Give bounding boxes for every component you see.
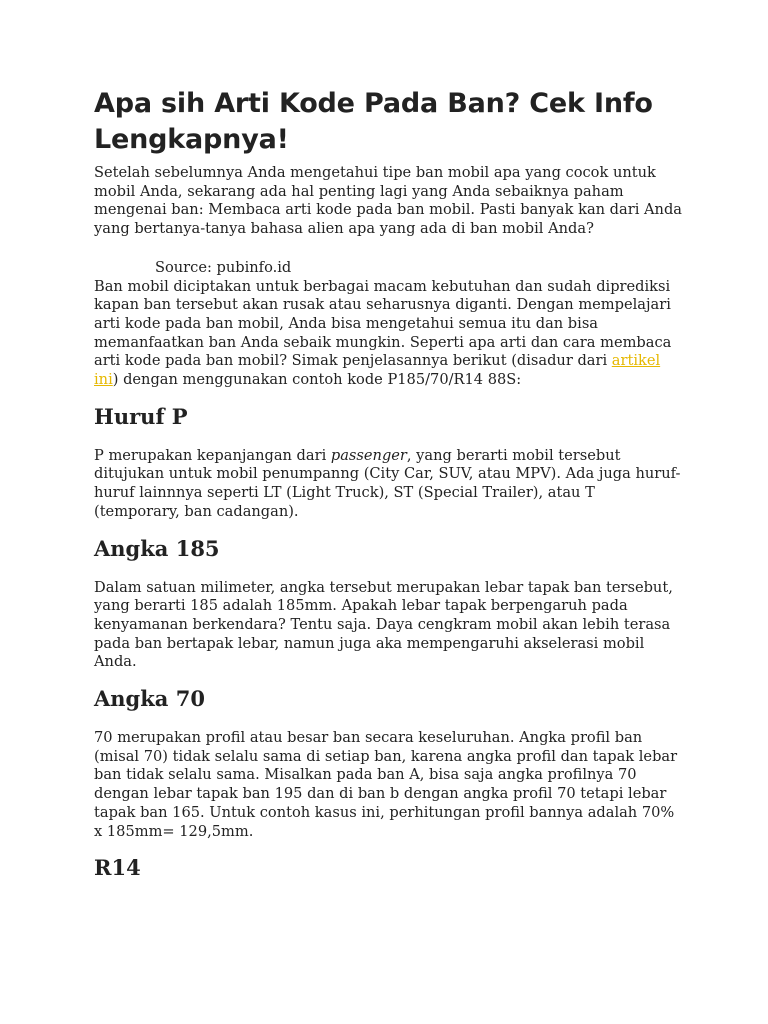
section-paragraph-angka-70: 70 merupakan profil atau besar ban secara keseluruhan. Angka profil ban (misal 70) tidak selalu sama di setiap ban, karena angka profil dan tapak lebar ban tidak selalu sama. Misalkan pada ban A, bisa saja angka profilnya 70 dengan lebar tapak ban 195 dan di ban b dengan angka profil 70 tetapi lebar tapak ban 165. Untuk contoh kasus ini, perhitungan profil bannya adalah 70% x 185mm= 129,5mm. [94,729,678,840]
image-source-caption: Source: pubinfo.id [155,258,292,276]
huruf-p-text-after: , yang berarti mobil tersebut ditujukan untuk mobil penumpanng (City Car, SUV, atau MPV). Ada juga huruf-huruf lainnnya seperti LT (Light Truck), ST (Special Trailer), atau T (temporary, ban cadangan). [94,446,681,520]
section-heading-angka-70: Angka 70 [94,686,205,712]
body-text-before-link: Ban mobil diciptakan untuk berbagai macam kebutuhan dan sudah diprediksi kapan ban tersebut akan rusak atau seharusnya diganti. Dengan mempelajari arti kode pada ban mobil, Anda bisa mengetahui semua itu dan bisa memanfaatkan ban Anda sebaik mungkin. Seperti apa arti dan cara membaca arti kode pada ban mobil? Simak penjelasannya berikut (disadur dari [94,277,672,370]
section-heading-r14: R14 [94,855,141,881]
intro-paragraph: Setelah sebelumnya Anda mengetahui tipe ban mobil apa yang cocok untuk mobil Anda, sekarang ada hal penting lagi yang Anda sebaiknya paham mengenai ban: Membaca arti kode pada ban mobil. Pasti banyak kan dari Anda yang bertanya-tanya bahasa alien apa yang ada di ban mobil Anda? [94,164,682,238]
body-text-after-link: ) dengan menggunakan contoh kode P185/70/R14 88S: [112,371,522,389]
body-paragraph [94,278,684,390]
section-heading-huruf-p: Huruf P [94,403,188,429]
article-link[interactable]: artikel ini [94,352,661,389]
huruf-p-emphasis: passenger [330,446,407,464]
section-paragraph-huruf-p [94,447,684,522]
page-title: Apa sih Arti Kode Pada Ban? Cek Info Lengkapnya! [94,88,653,155]
section-paragraph-angka-185: Dalam satuan milimeter, angka tersebut merupakan lebar tapak ban tersebut, yang berarti 185 adalah 185mm. Apakah lebar tapak berpengaruh pada kenyamanan berkendara? Tentu saja. Daya cengkram mobil akan lebih terasa pada ban bertapak lebar, namun juga aka mempengaruhi akselerasi mobil Anda. [94,578,673,671]
article [94,86,684,898]
huruf-p-text-before: P merupakan kepanjangan dari [94,446,331,464]
section-heading-angka-185: Angka 185 [94,535,220,561]
